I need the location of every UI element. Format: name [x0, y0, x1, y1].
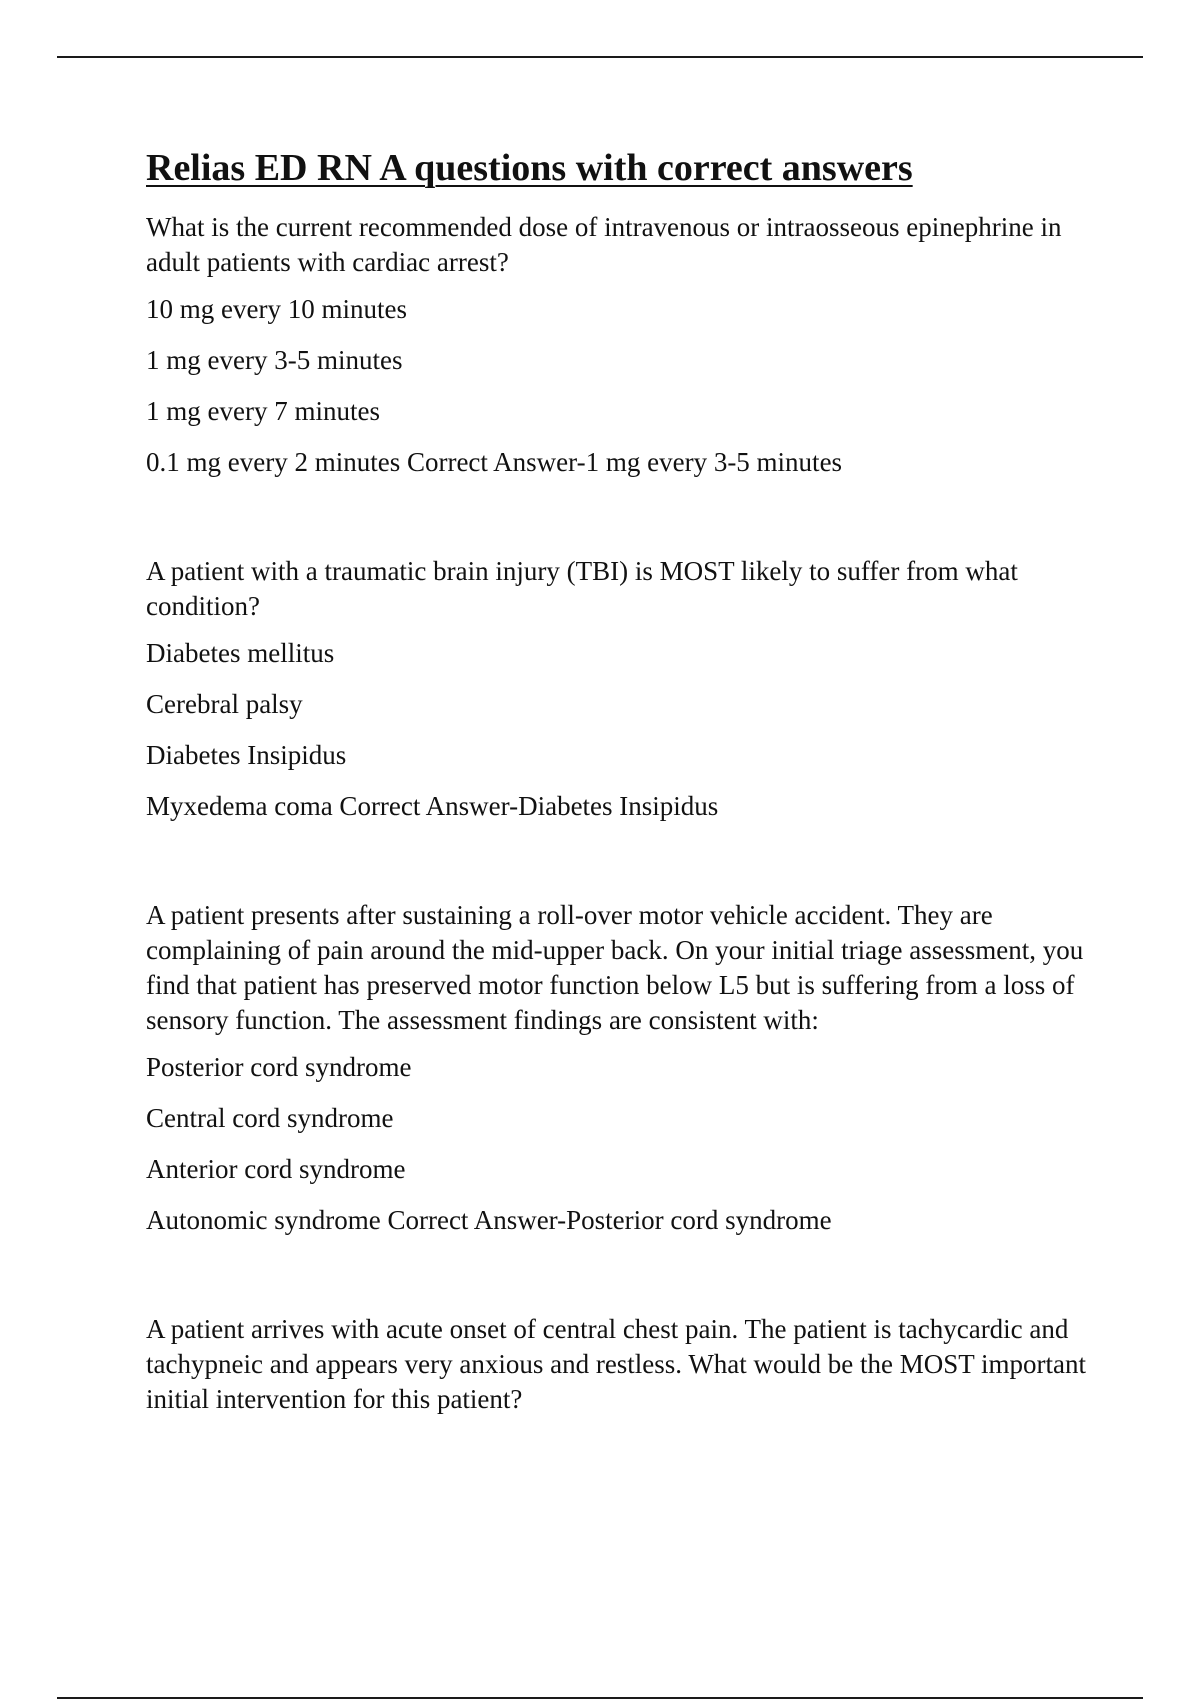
question-block	[146, 210, 1106, 480]
answer-option: Anterior cord syndrome	[146, 1154, 406, 1184]
header-rule	[57, 56, 1143, 58]
answer-option: Cerebral palsy	[146, 689, 303, 719]
question-text: A patient with a traumatic brain injury (TBI) is MOST likely to suffer from what condition?	[146, 556, 1018, 621]
answer-option: Myxedema coma Correct Answer-Diabetes Insipidus	[146, 791, 719, 821]
question-text: A patient arrives with acute onset of central chest pain. The patient is tachycardic and tachypneic and appears very anxious and restless. What would be the MOST important initial intervention for this patient?	[146, 1314, 1087, 1414]
answer-option: 1 mg every 7 minutes	[146, 396, 380, 426]
document-body	[146, 144, 1106, 1491]
answer-option: Central cord syndrome	[146, 1103, 394, 1133]
question-block	[146, 1312, 1106, 1417]
answer-option: Diabetes mellitus	[146, 638, 335, 668]
question-text: What is the current recommended dose of intravenous or intraosseous epinephrine in adult patients with cardiac arrest?	[146, 212, 1062, 277]
question-block	[146, 898, 1106, 1238]
answer-option: 10 mg every 10 minutes	[146, 294, 407, 324]
question-block	[146, 554, 1106, 824]
footer-rule	[57, 1697, 1143, 1699]
answer-option: Posterior cord syndrome	[146, 1052, 412, 1082]
answer-option: Autonomic syndrome Correct Answer-Posterior cord syndrome	[146, 1205, 832, 1235]
answer-option: 1 mg every 3-5 minutes	[146, 345, 403, 375]
question-text: A patient presents after sustaining a roll-over motor vehicle accident. They are complaining of pain around the mid-upper back. On your initial triage assessment, you find that patient has preserved motor function below L5 but is suffering from a loss of sensory function. The assessment findings are consistent with:	[146, 900, 1084, 1035]
answer-option: 0.1 mg every 2 minutes Correct Answer-1 mg every 3-5 minutes	[146, 447, 843, 477]
answer-option: Diabetes Insipidus	[146, 740, 347, 770]
document-title: Relias ED RN A questions with correct answers	[146, 147, 913, 189]
